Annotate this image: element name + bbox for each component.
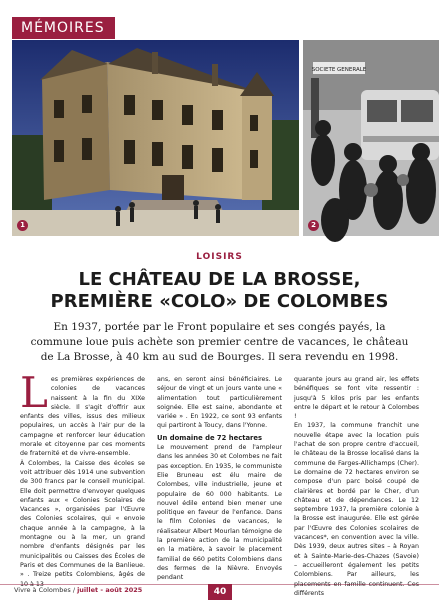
chateau-illustration bbox=[12, 40, 299, 236]
chateau-photo bbox=[12, 40, 299, 236]
magazine-name: Vivre à Colombes bbox=[14, 586, 71, 594]
article-subhead: Un domaine de 72 hectares bbox=[157, 433, 263, 442]
section-rubric: MÉMOIRES bbox=[12, 17, 115, 39]
page-number: 40 bbox=[208, 584, 232, 600]
departure-illustration bbox=[303, 40, 439, 236]
article-column-1 bbox=[20, 368, 145, 580]
body-paragraph: En 1937, la commune franchit une nouvelle étape avec la location puis l'achat de son propre centre d'accueil, le château de la Brosse localisé dans la commune de Farges-Allichamps (Cher). Le domaine de 72 hectares environ se compose d'un parc boisé coupé de clairières et bordé par le Cher, d'un château et de dépendances. Le 12 septembre 1937, la première colonie à la Brosse est inaugurée. Elle est gérée par l'Œuvre des Colonies scolaires de vacances*, en convention avec la ville. Dès 1939, deux autres sites – à Royan et à Sainte-Marie-des-Chazes (Savoie) – accueilleront également les petits Colombiens. Par ailleurs, les différents bbox=[294, 422, 419, 597]
article-title bbox=[10, 269, 429, 313]
footer-credit: Vivre à Colombes / juillet - août 2025 bbox=[14, 586, 143, 594]
article-column-3 bbox=[294, 375, 419, 597]
article-title-line-2: PREMIÈRE «COLO» DE COLOMBES bbox=[50, 291, 389, 312]
body-paragraph: ans, en seront ainsi bénéficiaires. Le séjour de vingt et un jours vante une « alimentation tout particulièrement soignée. Elle est saine, abondante et variée » . En 1922, ce sont 93 enfants qui partiront à Toucy, dans l'Yonne. bbox=[157, 376, 282, 430]
article-column-2 bbox=[157, 375, 282, 580]
body-paragraph: À Colombes, la Caisse des écoles se voit attribuer dès 1914 une subvention de 300 francs par le conseil municipal. Elle doit permettre d'envoyer quelques enfants aux « Colonies Scolaires de Vacances », organisées par l'Œuvre des Colonies scolaires, qui « envoie chaque année à la campagne, à la montagne ou à la mer, un grand nombre d'enfants désignés par les municipalités ou Caisses des Écoles de Paris et des Communes de la Banlieue. » . Treize petits Colombiens, âgés de bbox=[20, 459, 145, 579]
bank-sign-text: SOCIETE GENERALE bbox=[311, 67, 367, 73]
body-paragraph: Le mouvement prend de l'ampleur dans les années 30 et Colombes ne fait pas exception. En 1935, le communiste Elie Bruneau est élu maire de Colombes, ville industrielle, jeune et populaire de 60 000 habitants. Le nouvel édile entend bien mener une politique en faveur de l'enfance. Dans le film Colonies de vacances, le réalisateur Albert Mourlan témoigne de la première action de la municipalité en la matière, à savoir le placement familial de 660 petits Colombiens dans des fermes de la Nièvre. Envoyés pendant bbox=[157, 444, 282, 582]
body-paragraph: quarante jours au grand air, les effets bénéfiques se font vite ressentir : jusqu'à 5 kilos pris par les enfants entre le départ et le retour à Colombes ! bbox=[294, 376, 419, 421]
body-paragraph: es premières expériences de colonies de vacances naissent à la fin du XIXe siècle. Il s'agit d'offrir aux enfants des villes, issus des milieux populaires, un accès à l'air pur de la campagne et renforcer leur éducation morale et citoyenne par ces moments de fraternité et de vivre-ensemble. bbox=[20, 376, 145, 458]
article-kicker: LOISIRS bbox=[196, 252, 243, 262]
photo-number-badge: 2 bbox=[308, 220, 319, 231]
article-title-line-1: LE CHÂTEAU DE LA BROSSE, bbox=[78, 269, 361, 290]
drop-cap: L bbox=[20, 368, 48, 417]
photo-number-badge: 1 bbox=[17, 220, 28, 231]
departure-photo bbox=[303, 40, 439, 236]
issue-date: juillet - août 2025 bbox=[77, 586, 143, 594]
article-standfirst: En 1937, portée par le Front populaire et ses congés payés, la commune loue puis achète son premier centre de vacances, le château de La Brosse, à 40 km au sud de Bourges. Il sera revendu en 1998. bbox=[30, 321, 409, 363]
